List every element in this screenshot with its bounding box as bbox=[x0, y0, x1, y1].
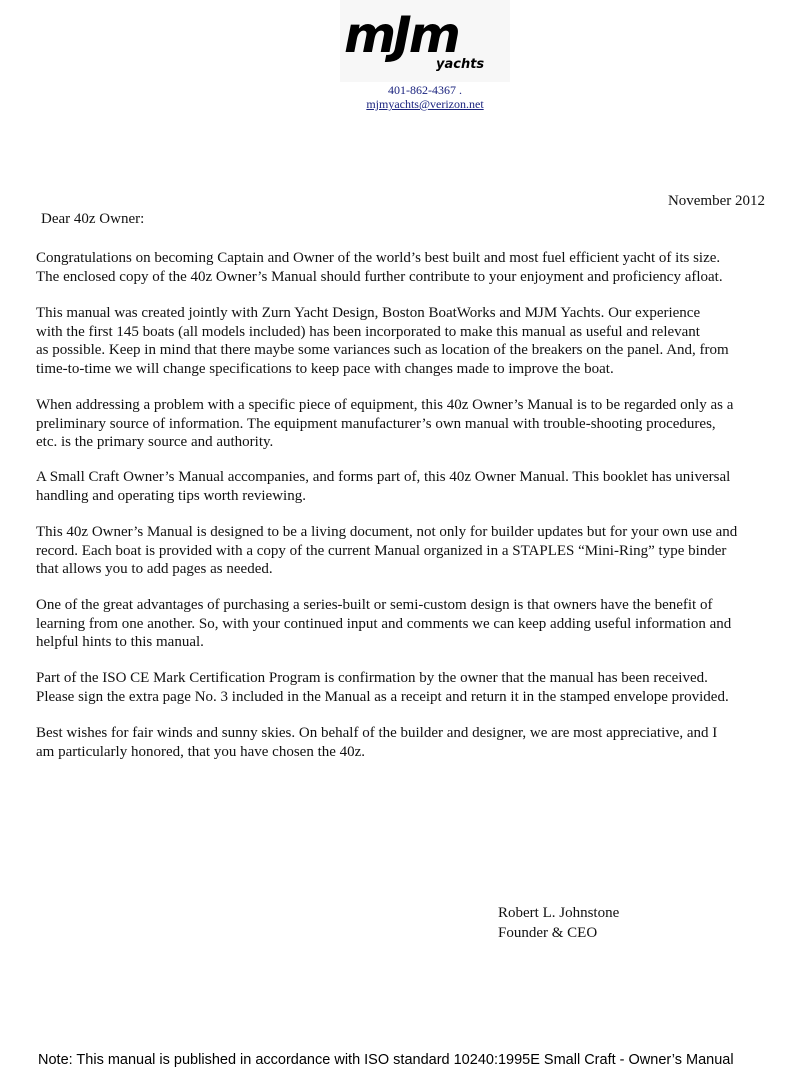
company-logo bbox=[340, 0, 510, 82]
email-link[interactable]: mjmyachts@verizon.net bbox=[366, 97, 484, 111]
phone-number: 401-862-4367 . bbox=[388, 83, 462, 97]
paragraph-equipment bbox=[36, 396, 733, 452]
text-line: preliminary source of information. The equipment manufacturer’s own manual with trouble-shooting procedures, bbox=[36, 415, 716, 432]
paragraph-small-craft bbox=[36, 468, 730, 505]
paragraph-congratulations bbox=[36, 249, 723, 286]
signer-name: Robert L. Johnstone bbox=[498, 905, 620, 921]
text-line: Best wishes for fair winds and sunny skies. On behalf of the builder and designer, we are most appreciative, and I bbox=[36, 725, 718, 741]
signer-title: Founder & CEO bbox=[498, 925, 598, 941]
salutation: Dear 40z Owner: bbox=[41, 211, 145, 227]
paragraph-living-document bbox=[36, 523, 737, 579]
text-line: as possible. Keep in mind that there maybe some variances such as location of the breakers on the panel. And, from bbox=[36, 342, 729, 358]
text-line: One of the great advantages of purchasing a series-built or semi-custom design is that owners have the benefit of bbox=[36, 597, 713, 613]
text-line: The enclosed copy of the 40z Owner’s Manual should further contribute to your enjoyment and proficiency afloat. bbox=[36, 268, 723, 285]
text-line: time-to-time we will change specifications to keep pace with changes made to improve the boat. bbox=[36, 360, 614, 377]
text-line: etc. is the primary source and authority. bbox=[36, 434, 274, 450]
logo-subtitle: yachts bbox=[436, 57, 485, 72]
text-line: Congratulations on becoming Captain and Owner of the world’s best built and most fuel efficient yacht of its size. bbox=[36, 250, 721, 266]
signature-block bbox=[498, 903, 619, 943]
text-line: learning from one another. So, with your continued input and comments we can keep adding useful information and bbox=[36, 615, 732, 632]
text-line: Part of the ISO CE Mark Certification Program is confirmation by the owner that the manual has been received. bbox=[36, 670, 708, 686]
letterhead bbox=[340, 0, 510, 111]
text-line: with the first 145 boats (all models included) has been incorporated to make this manual as useful and relevant bbox=[36, 323, 700, 340]
text-line: When addressing a problem with a specific piece of equipment, this 40z Owner’s Manual is to be regarded only as a bbox=[36, 397, 734, 413]
paragraph-best-wishes bbox=[36, 724, 717, 761]
text-line: Please sign the extra page No. 3 included in the Manual as a receipt and return it in the stamped envelope provided. bbox=[36, 688, 729, 705]
text-line: am particularly honored, that you have chosen the 40z. bbox=[36, 743, 366, 760]
text-line: that allows you to add pages as needed. bbox=[36, 561, 273, 577]
text-line: record. Each boat is provided with a copy of the current Manual organized in a STAPLES “Mini-Ring” type binder bbox=[36, 542, 727, 559]
paragraph-manual-creation bbox=[36, 304, 729, 378]
text-line: handling and operating tips worth reviewing. bbox=[36, 487, 306, 504]
text-line: This manual was created jointly with Zurn Yacht Design, Boston BoatWorks and MJM Yachts. Our experience bbox=[36, 305, 701, 321]
iso-footnote: Note: This manual is published in accordance with ISO standard 10240:1995E Small Craft - Owner’s Manual bbox=[38, 1052, 734, 1068]
text-line: This 40z Owner’s Manual is designed to be a living document, not only for builder updates but for your own use and bbox=[36, 524, 738, 540]
text-line: A Small Craft Owner’s Manual accompanies, and forms part of, this 40z Owner Manual. This booklet has universal bbox=[36, 469, 731, 485]
letter-date: November 2012 bbox=[667, 193, 765, 209]
paragraph-certification bbox=[36, 669, 729, 706]
paragraph-advantages bbox=[36, 596, 731, 652]
text-line: helpful hints to this manual. bbox=[36, 634, 204, 650]
logo-mark: mJm bbox=[344, 6, 458, 64]
